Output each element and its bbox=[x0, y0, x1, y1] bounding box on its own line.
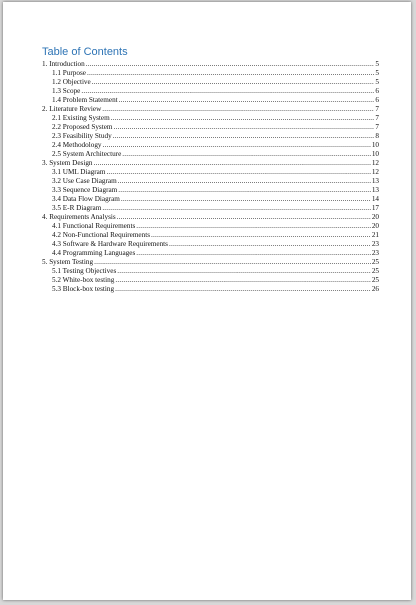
toc-page-number: 17 bbox=[371, 204, 379, 212]
toc-subsection-entry[interactable] bbox=[42, 69, 379, 78]
toc-entry-label: 3.1 UML Diagram bbox=[52, 168, 106, 176]
toc-dot-leader bbox=[118, 186, 371, 195]
toc-dot-leader bbox=[119, 96, 375, 105]
toc-subsection-entry[interactable] bbox=[42, 231, 379, 240]
toc-page-number: 25 bbox=[371, 267, 379, 275]
toc-subsection-entry[interactable] bbox=[42, 222, 379, 231]
toc-page-number: 26 bbox=[371, 285, 379, 293]
toc-dot-leader bbox=[92, 78, 375, 87]
toc-entry-label: 4.4 Programming Languages bbox=[52, 249, 136, 257]
toc-entry-label: 4.3 Software & Hardware Requirements bbox=[52, 240, 168, 248]
toc-entry-label: 1. Introduction bbox=[42, 60, 85, 68]
toc-entry-label: 4. Requirements Analysis bbox=[42, 213, 116, 221]
toc-entry-label: 3. System Design bbox=[42, 159, 93, 167]
toc-dot-leader bbox=[81, 87, 374, 96]
toc-dot-leader bbox=[136, 222, 371, 231]
toc-dot-leader bbox=[115, 276, 370, 285]
toc-entry-label: 2.5 System Architecture bbox=[52, 150, 122, 158]
toc-dot-leader bbox=[87, 69, 374, 78]
toc-subsection-entry[interactable] bbox=[42, 240, 379, 249]
toc-page-number: 6 bbox=[375, 87, 379, 95]
toc-subsection-entry[interactable] bbox=[42, 132, 379, 141]
toc-dot-leader bbox=[169, 240, 371, 249]
toc-subsection-entry[interactable] bbox=[42, 78, 379, 87]
toc-dot-leader bbox=[114, 123, 375, 132]
toc-subsection-entry[interactable] bbox=[42, 186, 379, 195]
toc-dot-leader bbox=[121, 195, 371, 204]
toc-entry-label: 4.1 Functional Requirements bbox=[52, 222, 136, 230]
toc-section-entry[interactable] bbox=[42, 159, 379, 168]
toc-entry-label: 2.4 Methodology bbox=[52, 141, 102, 149]
toc-page-number: 20 bbox=[371, 213, 379, 221]
toc-page-number: 13 bbox=[371, 177, 379, 185]
document-page bbox=[3, 2, 411, 600]
toc-page-number: 7 bbox=[375, 105, 379, 113]
toc-dot-leader bbox=[102, 105, 374, 114]
toc-dot-leader bbox=[111, 114, 375, 123]
toc-entry-label: 5.1 Testing Objectives bbox=[52, 267, 117, 275]
toc-subsection-entry[interactable] bbox=[42, 87, 379, 96]
toc-subsection-entry[interactable] bbox=[42, 96, 379, 105]
toc-dot-leader bbox=[151, 231, 371, 240]
toc-entry-label: 3.3 Sequence Diagram bbox=[52, 186, 118, 194]
toc-page-number: 14 bbox=[371, 195, 379, 203]
toc-dot-leader bbox=[113, 132, 375, 141]
toc-subsection-entry[interactable] bbox=[42, 177, 379, 186]
toc-entry-label: 2. Literature Review bbox=[42, 105, 102, 113]
toc-subsection-entry[interactable] bbox=[42, 168, 379, 177]
toc-dot-leader bbox=[117, 267, 371, 276]
toc-page-number: 23 bbox=[371, 249, 379, 257]
toc-subsection-entry[interactable] bbox=[42, 276, 379, 285]
toc-page-number: 20 bbox=[371, 222, 379, 230]
toc-page-number: 10 bbox=[371, 141, 379, 149]
toc-entry-label: 2.3 Feasibility Study bbox=[52, 132, 112, 140]
toc-page-number: 21 bbox=[371, 231, 379, 239]
toc-entry-label: 5.2 White-box testing bbox=[52, 276, 115, 284]
toc-subsection-entry[interactable] bbox=[42, 150, 379, 159]
toc-dot-leader bbox=[136, 249, 371, 258]
toc-subsection-entry[interactable] bbox=[42, 123, 379, 132]
toc-dot-leader bbox=[103, 141, 371, 150]
toc-entry-label: 3.5 E-R Diagram bbox=[52, 204, 102, 212]
toc-subsection-entry[interactable] bbox=[42, 285, 379, 294]
toc-dot-leader bbox=[106, 168, 370, 177]
toc-dot-leader bbox=[102, 204, 371, 213]
toc-section-entry[interactable] bbox=[42, 258, 379, 267]
toc-page-number: 25 bbox=[371, 258, 379, 266]
toc-section-entry[interactable] bbox=[42, 105, 379, 114]
toc-entry-label: 2.2 Proposed System bbox=[52, 123, 113, 131]
toc-entry-label: 1.2 Objective bbox=[52, 78, 91, 86]
toc-entry-label: 3.4 Data Flow Diagram bbox=[52, 195, 120, 203]
toc-entry-label: 5.3 Block-box testing bbox=[52, 285, 115, 293]
toc-entry-label: 5. System Testing bbox=[42, 258, 94, 266]
toc-dot-leader bbox=[86, 60, 375, 69]
table-of-contents bbox=[42, 46, 379, 294]
toc-dot-leader bbox=[115, 285, 371, 294]
toc-page-number: 13 bbox=[371, 186, 379, 194]
toc-subsection-entry[interactable] bbox=[42, 114, 379, 123]
toc-dot-leader bbox=[94, 258, 371, 267]
toc-entry-label: 1.1 Purpose bbox=[52, 69, 86, 77]
toc-subsection-entry[interactable] bbox=[42, 195, 379, 204]
toc-list bbox=[42, 60, 379, 294]
toc-page-number: 7 bbox=[375, 114, 379, 122]
toc-page-number: 6 bbox=[375, 96, 379, 104]
toc-dot-leader bbox=[94, 159, 371, 168]
toc-subsection-entry[interactable] bbox=[42, 267, 379, 276]
toc-entry-label: 1.3 Scope bbox=[52, 87, 81, 95]
toc-entry-label: 2.1 Existing System bbox=[52, 114, 110, 122]
toc-page-number: 7 bbox=[375, 123, 379, 131]
toc-dot-leader bbox=[122, 150, 371, 159]
toc-section-entry[interactable] bbox=[42, 60, 379, 69]
toc-page-number: 25 bbox=[371, 276, 379, 284]
toc-entry-label: 3.2 Use Case Diagram bbox=[52, 177, 117, 185]
toc-page-number: 5 bbox=[375, 78, 379, 86]
toc-page-number: 8 bbox=[375, 132, 379, 140]
toc-page-number: 12 bbox=[371, 168, 379, 176]
toc-subsection-entry[interactable] bbox=[42, 204, 379, 213]
toc-page-number: 5 bbox=[375, 69, 379, 77]
toc-page-number: 5 bbox=[375, 60, 379, 68]
toc-title: Table of Contents bbox=[42, 46, 128, 58]
toc-subsection-entry[interactable] bbox=[42, 141, 379, 150]
toc-page-number: 12 bbox=[371, 159, 379, 167]
toc-page-number: 10 bbox=[371, 150, 379, 158]
toc-section-entry[interactable] bbox=[42, 213, 379, 222]
toc-dot-leader bbox=[118, 177, 371, 186]
toc-dot-leader bbox=[117, 213, 371, 222]
toc-subsection-entry[interactable] bbox=[42, 249, 379, 258]
toc-page-number: 23 bbox=[371, 240, 379, 248]
toc-entry-label: 4.2 Non-Functional Requirements bbox=[52, 231, 151, 239]
toc-entry-label: 1.4 Problem Statement bbox=[52, 96, 118, 104]
